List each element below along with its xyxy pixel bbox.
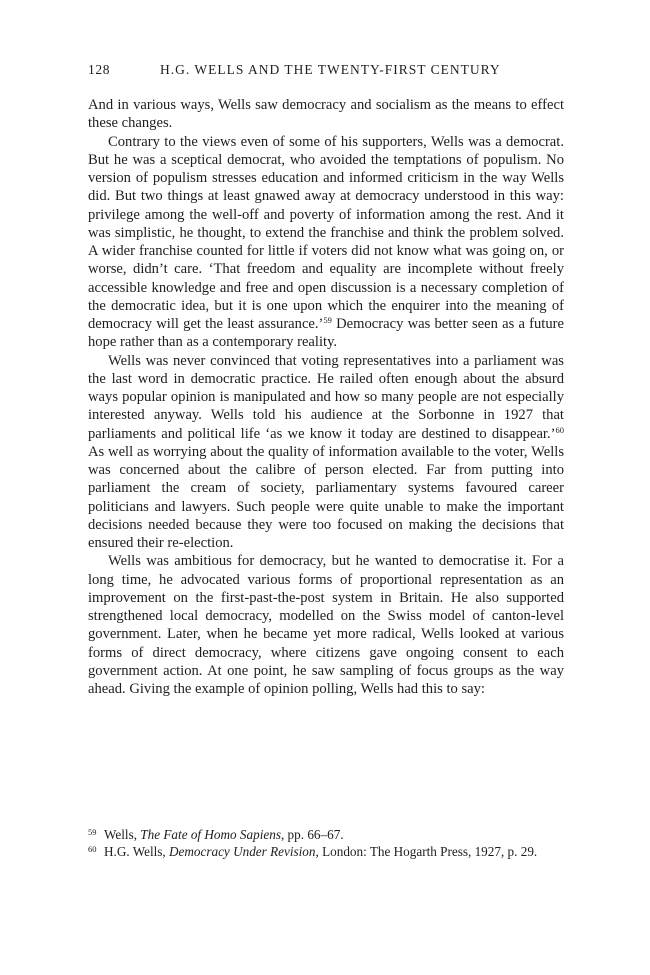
paragraph-text: And in various ways, Wells saw democracy and socialism as the means to effect these changes. bbox=[88, 97, 564, 132]
paragraph-text: Wells was never convinced that voting representatives into a parliament was the last word in democratic practice. He railed often enough about the absurd ways popular opinion is manipulated and how so many people are not especially interested anyway. Wells told his audience at the Sorbonne in 1927 that parliaments and political life ‘as we know it today are destined to disappear.’ bbox=[88, 352, 564, 442]
footnote-title: The Fate of Homo Sapiens bbox=[140, 827, 281, 842]
footnote-number: 60 bbox=[88, 844, 97, 854]
paragraph-text: Democracy was better seen as a future hope rather than as a contemporary reality. bbox=[88, 316, 564, 351]
footnote-ref[interactable]: 59 bbox=[323, 315, 332, 325]
footnotes bbox=[88, 826, 564, 860]
paragraph bbox=[88, 352, 564, 553]
footnote bbox=[88, 843, 564, 860]
page-number: 128 bbox=[88, 62, 111, 77]
running-head-title: H.G. WELLS AND THE TWENTY-FIRST CENTURY bbox=[160, 62, 501, 77]
footnote-number: 59 bbox=[88, 827, 97, 837]
footnote-text: H.G. Wells, bbox=[104, 844, 169, 859]
running-head bbox=[88, 62, 564, 82]
footnote-title: Democracy Under Revision bbox=[169, 844, 316, 859]
footnote bbox=[88, 826, 564, 843]
paragraph-text: Wells was ambitious for democracy, but he wanted to democratise it. For a long time, he advocated various forms of proportional representation as an improvement on the first-past-the-post system in Britain. He also supported strengthened local democracy, modelled on the Swiss model of canton-level government. Later, when he became yet more radical, Wells looked at various forms of direct democracy, where citizens gave ongoing consent to each government action. At one point, he saw sampling of focus groups as the way ahead. Giving the example of opinion polling, Wells had this to say: bbox=[88, 553, 564, 697]
paragraph-text: As well as worrying about the quality of information available to the voter, Wells was concerned about the calibre of person elected. Far from putting into parliament the cream of society, parliamentary systems favoured career politicians and lawyers. Such people were quite unable to make the important decisions needed because they were too focused on making the decisions that ensured their re-election. bbox=[88, 443, 564, 551]
body-text bbox=[88, 96, 564, 698]
paragraph bbox=[88, 96, 564, 133]
paragraph bbox=[88, 133, 564, 352]
paragraph bbox=[88, 552, 564, 698]
footnote-ref[interactable]: 60 bbox=[555, 424, 564, 435]
footnote-text: Wells, bbox=[104, 827, 141, 842]
footnote-text: , pp. 66–67. bbox=[280, 827, 344, 842]
paragraph-text: Contrary to the views even of some of his supporters, Wells was a democrat. But he was a sceptical democrat, who avoided the temptations of populism. No version of populism stresses education and informed criticism in the way Wells did. But two things at least gnawed away at democracy understood in this way: privilege among the well-off and poverty of information among the rest. And it was simplistic, he thought, to extend the franchise and think the problem solved. A wider franchise counted for little if voters did not know what was going on, or worse, didn’t care. ‘That freedom and equality are incomplete without freely accessible knowledge and free and open discussion is a necessary completion of the democratic idea, but it is one upon which the enquirer into the meaning of democracy will get the least assurance.’ bbox=[88, 133, 564, 332]
footnote-text: , London: The Hogarth Press, 1927, p. 29. bbox=[315, 844, 538, 859]
